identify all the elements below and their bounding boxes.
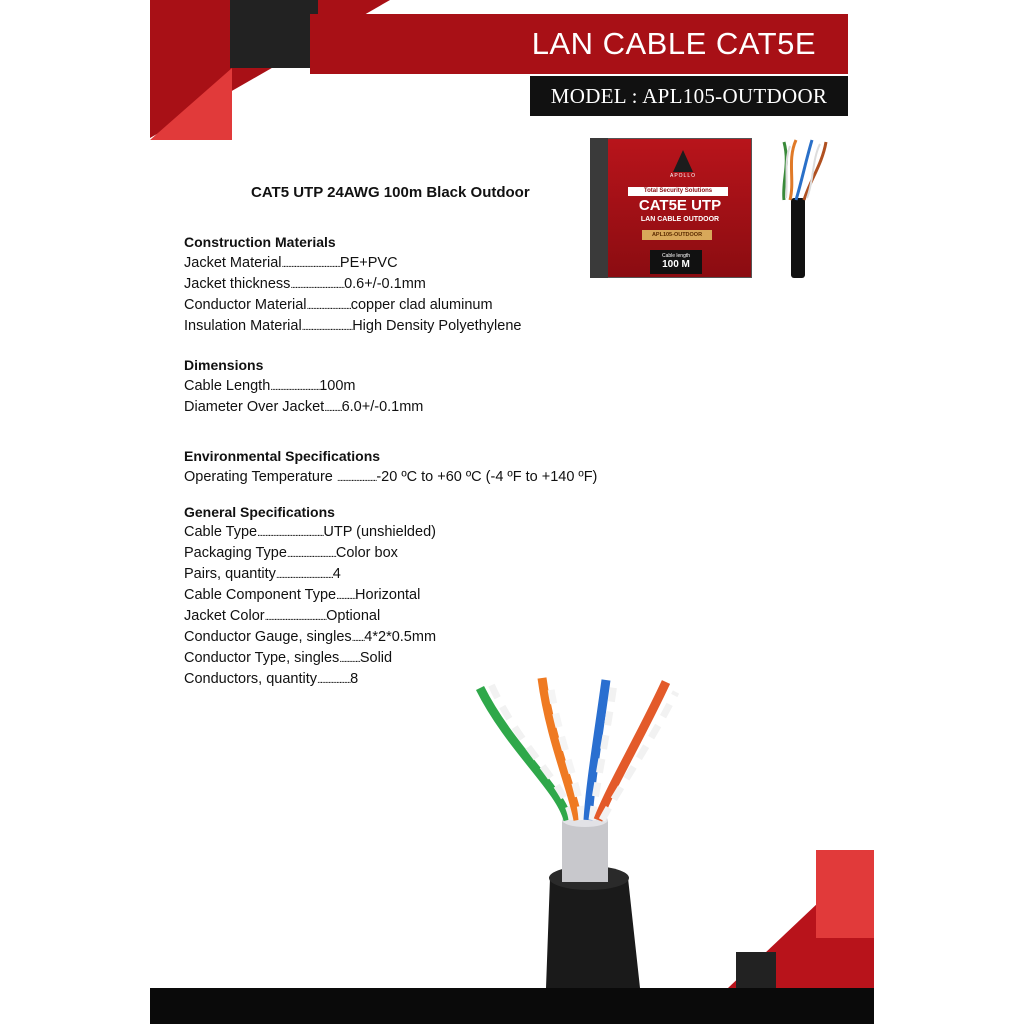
leader-dots: ....................................... [264, 612, 327, 623]
spec-label: Insulation Material [184, 318, 302, 334]
spec-label: Cable Component Type [184, 587, 337, 603]
spec-row [184, 276, 426, 292]
section-title-construction: Construction Materials [184, 234, 336, 250]
box-subtitle: LAN CABLE OUTDOOR [640, 216, 720, 223]
leader-dots: ............................ [306, 301, 351, 312]
spec-label: Conductor Material [184, 297, 307, 313]
section-title-environmental: Environmental Specifications [184, 448, 381, 464]
spec-value: 100m [319, 378, 356, 394]
spec-label: Conductors, quantity [184, 671, 317, 687]
spec-row [184, 545, 398, 561]
section-title-general: General Specifications [184, 504, 335, 520]
corner-decoration-black [230, 0, 318, 68]
leader-dots: ........ [351, 633, 365, 644]
box-brand: APOLLO [669, 173, 696, 179]
box-length-label: Cable length [661, 253, 691, 259]
spec-label: Jacket thickness [184, 276, 291, 292]
footer-bar [150, 988, 874, 1024]
corner-decoration-black-bottom [736, 952, 776, 988]
spec-value: PE+PVC [339, 255, 398, 271]
spec-row [184, 671, 358, 687]
spec-value: 0.6+/-0.1mm [344, 276, 426, 292]
cable-small-image [762, 130, 842, 280]
spec-value: High Density Polyethylene [352, 318, 522, 334]
cable-large-image [450, 668, 750, 988]
spec-label: Conductor Type, singles [184, 650, 340, 666]
spec-value: 6.0+/-0.1mm [341, 399, 424, 415]
section-title-dimensions: Dimensions [184, 357, 264, 373]
spec-label: Cable Type [184, 524, 258, 540]
spec-row [184, 650, 392, 666]
leader-dots: ............ [336, 591, 356, 602]
leader-dots: ..................................... [281, 259, 340, 270]
model-banner [530, 76, 848, 116]
box-model: APL105-OUTDOOR [642, 230, 712, 240]
spec-row [184, 255, 398, 271]
product-subtitle: CAT5 UTP 24AWG 100m Black Outdoor [251, 184, 530, 201]
leader-dots: .................................. [290, 280, 345, 291]
spec-row [184, 318, 521, 334]
leader-dots: ................................ [301, 322, 353, 333]
spec-value: Color box [335, 545, 398, 561]
leader-dots: ............................... [286, 549, 336, 560]
spec-value: Horizontal [355, 587, 421, 603]
spec-value: UTP (unshielded) [323, 524, 436, 540]
spec-value: 4 [332, 566, 341, 582]
leader-dots: ..................... [317, 675, 351, 686]
spec-row [184, 608, 380, 624]
spec-label: Diameter Over Jacket [184, 399, 325, 415]
leader-dots: ............................... [270, 382, 320, 393]
spec-row [184, 399, 423, 415]
spec-label: Conductor Gauge, singles [184, 629, 352, 645]
spec-value: -20 ºC to +60 ºC (-4 ºF to +140 ºF) [376, 469, 598, 485]
spec-label: Packaging Type [184, 545, 287, 561]
box-tagline: Total Security Solutions [628, 187, 728, 196]
spec-row [184, 469, 597, 485]
spec-label: Jacket Material [184, 255, 282, 271]
box-length-badge [650, 250, 702, 274]
spec-row [184, 524, 436, 540]
box-length-value: 100 M [662, 259, 690, 270]
spec-value: Solid [359, 650, 393, 666]
spec-value: 4*2*0.5mm [364, 629, 437, 645]
corner-decoration-red-light-bottom [816, 850, 874, 938]
spec-row [184, 297, 493, 313]
leader-dots: .................................... [275, 570, 333, 581]
model-label: MODEL : APL105-OUTDOOR [550, 83, 828, 108]
title-banner [310, 14, 848, 74]
spec-row [184, 566, 341, 582]
spec-row [184, 629, 436, 645]
spec-value: 8 [350, 671, 359, 687]
leader-dots: ......................... [336, 473, 377, 484]
spec-label: Pairs, quantity [184, 566, 276, 582]
spec-row [184, 378, 355, 394]
product-box-side [590, 138, 608, 278]
leader-dots: ............. [339, 654, 360, 665]
spec-row [184, 587, 420, 603]
spec-label: Cable Length [184, 378, 271, 394]
spec-sheet-page [150, 0, 874, 1024]
leader-dots: ........... [324, 403, 342, 414]
box-title: CAT5E UTP [638, 197, 722, 214]
leader-dots: .......................................... [257, 528, 324, 539]
spec-label: Operating Temperature [184, 469, 337, 485]
spec-value: Optional [326, 608, 381, 624]
page-title: LAN CABLE CAT5E [531, 26, 816, 61]
spec-value: copper clad aluminum [350, 297, 493, 313]
spec-label: Jacket Color [184, 608, 265, 624]
